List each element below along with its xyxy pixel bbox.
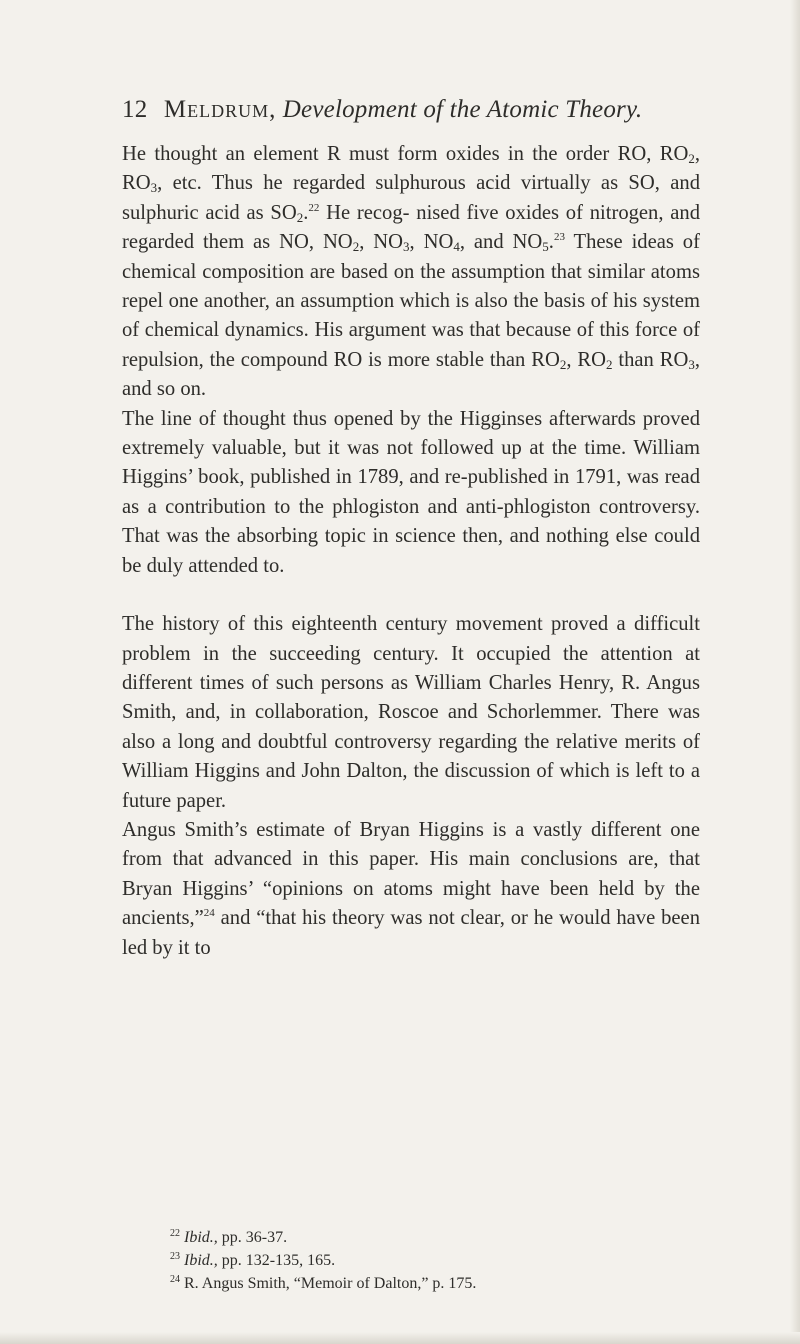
footnotes <box>170 1226 710 1295</box>
paragraph-1: He thought an element R must form oxides in the order RO, $RO_2$, $RO_3$, etc. Thus he regarded sulphurous acid virtually as SO, and sulphuric acid as $SO_2.^{22}$ He recog- nised five oxides of nitrogen, and regarded them as NO, $NO_2$, $NO_3$, $NO_4$, and $NO_5.^{23}$ These ideas of chemical composition are based on the assumption that similar atoms repel one another, an assumption which is also the basis of his system of chemical dynamics. His argument was that because of this force of repulsion, the compound RO is more stable than $RO_2$, $RO_2$ than $RO_3$, and so on. <box>122 143 700 401</box>
paragraph-4: Angus Smith’s estimate of Bryan Higgins is a vastly different one from that advanced in this paper. His main conclusions are, that Bryan Higgins’ “opinions on atoms might have been held by the ancients,”$^{24}$ and “that his theory was not clear, or he would have been led by it to <box>122 818 700 959</box>
footnote-24: $^{24}$ R. Angus Smith, “Memoir of Dalton,” p. 175. <box>170 1274 477 1292</box>
page-bottom-shadow <box>0 1332 800 1344</box>
footnote-ref-22: 22 <box>308 201 320 214</box>
body-text <box>122 140 700 963</box>
paragraph-3: The history of this eighteenth century movement proved a difficult problem in the succeeding century. It occupied the attention at different times of such persons as William Charles Henry, R. Angus Smith, and, in collaboration, Roscoe and Schorlemmer. There was also a long and doubtful controversy regarding the relative merits of William Higgins and John Dalton, the discussion of which is left to a future paper. <box>122 613 700 812</box>
footnote-22: $^{22}$ Ibid., pp. 36-37. <box>170 1228 288 1246</box>
header-title: Development of the Atomic Theory. <box>282 96 643 123</box>
header-author: Meldrum, <box>163 96 277 123</box>
page-number: 12 <box>122 96 148 123</box>
footnote-ref-23: 23 <box>553 231 565 244</box>
page-edge-shadow <box>790 0 800 1344</box>
footnote-ref-24: 24 <box>203 907 215 920</box>
footnote-23: $^{23}$ Ibid., pp. 132-135, 165. <box>170 1251 336 1269</box>
paragraph-2: The line of thought thus opened by the Higginses afterwards proved extremely valuable, but it was not followed up at the time. William Higgins’ book, published in 1789, and re-published in 1791, was read as a contribution to the phlogiston and anti-phlogiston controversy. That was the absorbing topic in science then, and nothing else could be duly attended to. <box>122 407 700 577</box>
running-header <box>122 96 742 124</box>
